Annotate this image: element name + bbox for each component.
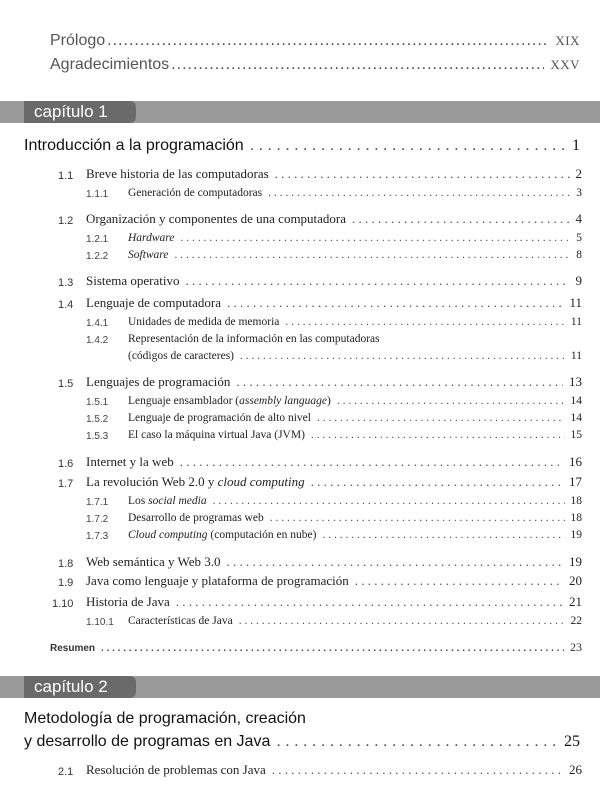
subsection-title: El caso la máquina virtual Java (JVM) [128, 429, 305, 441]
subsection-title: Hardware [128, 232, 175, 244]
dot-leader [270, 512, 565, 524]
subsection-title: Características de Java [128, 615, 233, 627]
dot-leader [272, 762, 563, 778]
section-title: Lenguaje de computadora [86, 295, 221, 310]
toc-entry-1-5-2 [128, 412, 582, 424]
toc-entry-page: XXV [550, 57, 580, 72]
toc-entry-1-1 [86, 166, 582, 182]
chapter-title: Introducción a la programación [24, 137, 244, 154]
subsection-title: Lenguaje ensamblador (assembly language) [128, 395, 331, 407]
subsection-number: 1.5.3 [86, 431, 109, 442]
toc-entry-2-1 [86, 762, 582, 778]
subsection-title: Desarrollo de programas web [128, 512, 264, 524]
chapter-2-title-line-1: Metodología de programación, creación [24, 710, 306, 727]
subsection-number: 1.10.1 [86, 617, 114, 628]
subsection-page: 19 [570, 529, 582, 541]
toc-entry-1-2 [86, 211, 582, 227]
chapter-2-heading [24, 733, 580, 751]
section-page: 11 [569, 295, 582, 310]
subsection-title: Cloud computing (computación en nube) [128, 529, 317, 541]
section-title: Lenguajes de programación [86, 374, 231, 389]
subsection-title-line-1: Representación de la información en las computadoras [128, 333, 380, 345]
section-number: 1.1 [58, 170, 74, 182]
subsection-page: 18 [570, 495, 582, 507]
chapter-1-label: capítulo 1 [34, 102, 108, 121]
dot-leader [180, 232, 570, 244]
dot-leader [236, 374, 563, 390]
subsection-title: Lenguaje de programación de alto nivel [128, 412, 311, 424]
section-title: Historia de Java [86, 594, 170, 609]
subsection-number: 1.7.3 [86, 531, 109, 542]
subsection-page: 11 [570, 350, 582, 362]
dot-leader [107, 32, 549, 50]
toc-entry-1-9 [86, 573, 582, 589]
toc-entry-1-5-3 [128, 429, 582, 441]
section-page: 19 [569, 554, 582, 569]
section-number: 1.9 [58, 577, 74, 589]
section-page: 20 [569, 573, 582, 588]
section-title: Breve historia de las computadoras [86, 166, 269, 181]
toc-entry-1-2-1 [128, 232, 582, 244]
toc-entry-1-7-3 [128, 529, 582, 541]
toc-entry-resumen [50, 640, 582, 655]
dot-leader [337, 395, 565, 407]
section-number: 1.5 [58, 378, 74, 390]
dot-leader [322, 529, 564, 541]
section-title: Internet y la web [86, 454, 174, 469]
dot-leader [268, 187, 570, 199]
subsection-number: 1.7.2 [86, 514, 109, 525]
section-title: La revolución Web 2.0 y cloud computing [86, 474, 305, 489]
dot-leader [176, 594, 563, 610]
toc-entry-1-7-2 [128, 512, 582, 524]
section-number: 1.7 [58, 478, 74, 490]
toc-entry-1-4-2 [128, 350, 582, 362]
section-page: 9 [575, 273, 582, 288]
section-number: 2.1 [58, 766, 74, 778]
subsection-page: 11 [570, 316, 582, 328]
dot-leader [275, 166, 570, 182]
resumen-page: 23 [570, 640, 582, 654]
toc-entry-page: XIX [555, 33, 580, 48]
subsection-title: Software [128, 249, 169, 261]
dot-leader [311, 429, 565, 441]
resumen-title: Resumen [50, 643, 96, 654]
section-page: 21 [569, 594, 582, 609]
dot-leader [213, 495, 565, 507]
toc-entry-1-5-1 [128, 395, 582, 407]
dot-leader [227, 295, 563, 311]
section-number: 1.3 [58, 277, 74, 289]
toc-entry-1-5 [86, 374, 582, 390]
dot-leader [171, 56, 544, 74]
section-title: Web semántica y Web 3.0 [86, 554, 221, 569]
subsection-number: 1.4.2 [86, 335, 109, 346]
subsection-title: Unidades de medida de memoria [128, 316, 280, 328]
subsection-number: 1.5.2 [86, 414, 109, 425]
dot-leader [250, 137, 566, 155]
dot-leader [101, 643, 564, 654]
chapter-page: 1 [572, 137, 580, 154]
subsection-number: 1.5.1 [86, 397, 109, 408]
dot-leader [174, 249, 570, 261]
subsection-title: Generación de computadoras [128, 187, 263, 199]
subsection-number: 1.2.1 [86, 234, 109, 245]
subsection-number: 1.1.1 [86, 189, 109, 200]
toc-entry-1-4-1 [128, 316, 582, 328]
toc-entry-title: Agradecimientos [50, 56, 170, 73]
subsection-page: 18 [570, 512, 582, 524]
subsection-page: 14 [570, 395, 582, 407]
toc-entry-1-10-1 [128, 615, 582, 627]
section-page: 4 [575, 211, 582, 226]
chapter-title-line-2: y desarrollo de programas en Java [24, 733, 271, 750]
dot-leader [186, 273, 570, 289]
dot-leader [352, 211, 569, 227]
toc-entry-1-7 [86, 474, 582, 490]
subsection-number: 1.7.1 [86, 497, 109, 508]
section-number: 1.6 [58, 458, 74, 470]
dot-leader [180, 454, 563, 470]
section-number: 1.10 [52, 598, 74, 610]
subsection-title-line-2: (códigos de caracteres) [128, 350, 234, 362]
subsection-number: 1.4.1 [86, 318, 109, 329]
dot-leader [285, 316, 565, 328]
section-title: Resolución de problemas con Java [86, 762, 266, 777]
toc-entry-title: Prólogo [50, 32, 106, 49]
toc-entry-1-6 [86, 454, 582, 470]
subsection-page: 22 [570, 615, 582, 627]
dot-leader [239, 615, 565, 627]
subsection-page: 3 [576, 187, 582, 199]
toc-entry-1-3 [86, 273, 582, 289]
subsection-page: 8 [576, 249, 582, 261]
section-page: 13 [569, 374, 582, 389]
subsection-page: 5 [576, 232, 582, 244]
toc-entry-prologo [50, 32, 580, 50]
chapter-2-label: capítulo 2 [34, 677, 108, 696]
subsection-page: 14 [570, 412, 582, 424]
section-number: 1.2 [58, 215, 74, 227]
toc-entry-agradecimientos [50, 56, 580, 74]
toc-entry-1-4 [86, 295, 582, 311]
toc-entry-1-1-1 [128, 187, 582, 199]
section-page: 26 [569, 762, 582, 777]
section-title: Java como lenguaje y plataforma de programación [86, 573, 349, 588]
section-page: 17 [569, 474, 582, 489]
section-page: 2 [575, 166, 582, 181]
section-title: Organización y componentes de una computadora [86, 211, 347, 226]
chapter-1-heading [24, 137, 580, 155]
section-number: 1.8 [58, 558, 74, 570]
dot-leader [355, 573, 563, 589]
section-page: 16 [569, 454, 582, 469]
dot-leader [227, 554, 564, 570]
toc-entry-1-10 [86, 594, 582, 610]
dot-leader [240, 350, 565, 362]
dot-leader [276, 733, 558, 751]
toc-entry-1-8 [86, 554, 582, 570]
toc-entry-1-7-1 [128, 495, 582, 507]
chapter-page: 25 [564, 733, 580, 750]
section-title: Sistema operativo [86, 273, 180, 288]
subsection-title: Los social media [128, 495, 207, 507]
subsection-number: 1.2.2 [86, 251, 109, 262]
dot-leader [311, 474, 563, 490]
dot-leader [317, 412, 565, 424]
section-number: 1.4 [58, 299, 74, 311]
subsection-page: 15 [570, 429, 582, 441]
toc-entry-1-2-2 [128, 249, 582, 261]
